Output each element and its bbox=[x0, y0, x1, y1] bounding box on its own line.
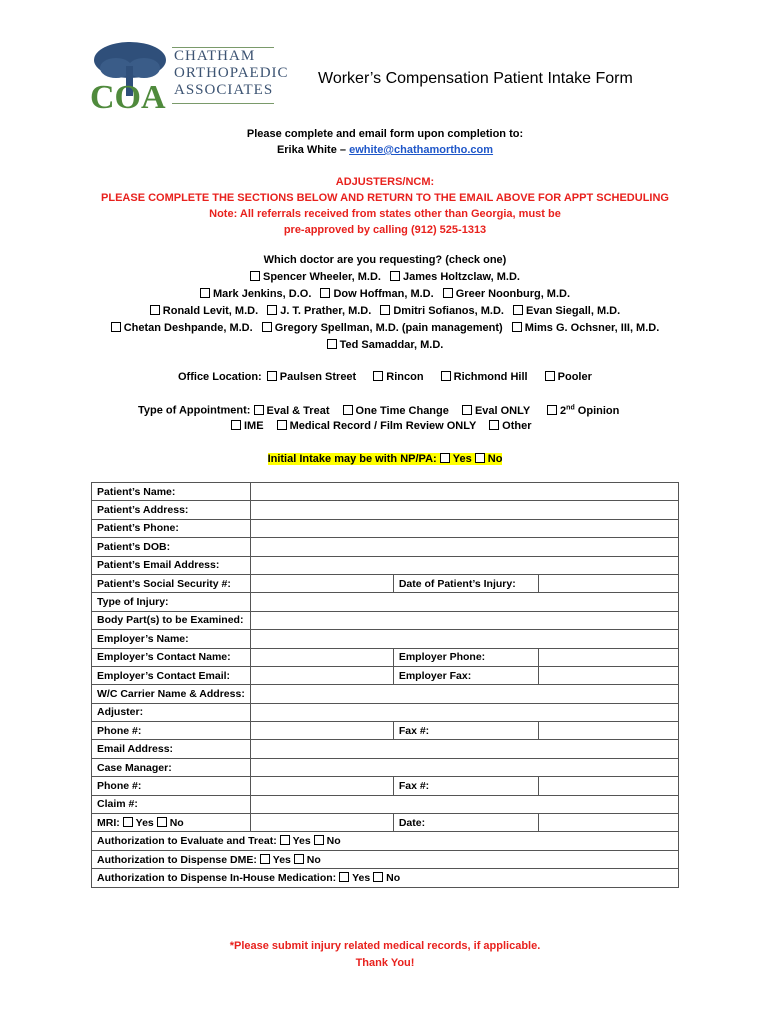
patient-email-input[interactable] bbox=[250, 556, 678, 574]
checkbox[interactable] bbox=[267, 305, 277, 315]
initial-intake: Initial Intake may be with NP/PA: Yes No bbox=[267, 453, 503, 465]
appointment-option[interactable]: One Time Change bbox=[343, 405, 449, 417]
employer-name-input[interactable] bbox=[250, 630, 678, 648]
appointment-option[interactable]: 2nd Opinion bbox=[547, 405, 619, 417]
doctor-option[interactable]: J. T. Prather, M.D. bbox=[267, 305, 371, 317]
field-label: Employer’s Name: bbox=[92, 630, 251, 648]
checkbox[interactable] bbox=[200, 288, 210, 298]
field-label: Email Address: bbox=[92, 740, 251, 758]
appointment-option[interactable]: Other bbox=[489, 420, 531, 432]
checkbox[interactable] bbox=[150, 305, 160, 315]
table-row bbox=[92, 611, 679, 629]
checkbox[interactable] bbox=[277, 420, 287, 430]
adjusters-line-3: pre-approved by calling (912) 525-1313 bbox=[283, 224, 487, 236]
field-label: Case Manager: bbox=[92, 758, 251, 776]
patient-name-input[interactable] bbox=[250, 483, 678, 501]
table-row bbox=[92, 648, 679, 666]
field-label: Phone #: bbox=[92, 777, 251, 795]
table-row bbox=[92, 814, 679, 832]
doctor-option[interactable]: Mark Jenkins, D.O. bbox=[200, 288, 311, 300]
field-label: W/C Carrier Name & Address: bbox=[92, 685, 251, 703]
office-option[interactable]: Pooler bbox=[545, 371, 592, 383]
office-option[interactable]: Richmond Hill bbox=[441, 371, 528, 383]
doctor-option[interactable]: Evan Siegall, M.D. bbox=[513, 305, 620, 317]
doctor-option[interactable]: Ronald Levit, M.D. bbox=[150, 305, 258, 317]
injury-type-input[interactable] bbox=[250, 593, 678, 611]
adjuster-input[interactable] bbox=[250, 703, 678, 721]
company-logo bbox=[86, 38, 289, 114]
field-label: Date: bbox=[393, 814, 538, 832]
doctor-option[interactable]: Ted Samaddar, M.D. bbox=[327, 339, 444, 351]
table-row bbox=[92, 519, 679, 537]
doctor-option[interactable]: Mims G. Ochsner, III, M.D. bbox=[512, 322, 659, 334]
field-label: Patient’s Email Address: bbox=[92, 556, 251, 574]
table-row bbox=[92, 501, 679, 519]
field-label: Phone #: bbox=[92, 722, 251, 740]
checkbox[interactable] bbox=[320, 288, 330, 298]
checkbox[interactable] bbox=[462, 405, 472, 415]
checkbox[interactable] bbox=[267, 371, 277, 381]
table-row bbox=[92, 483, 679, 501]
case-manager-fax-input[interactable] bbox=[538, 777, 678, 795]
patient-phone-input[interactable] bbox=[250, 519, 678, 537]
mri-date-input[interactable] bbox=[538, 814, 678, 832]
doctor-row-1 bbox=[0, 271, 770, 283]
checkbox[interactable] bbox=[339, 872, 349, 882]
table-row bbox=[92, 666, 679, 684]
table-row bbox=[92, 850, 679, 868]
doctor-option[interactable]: Greer Noonburg, M.D. bbox=[443, 288, 570, 300]
contact-email-link[interactable]: ewhite@chathamortho.com bbox=[349, 144, 494, 156]
checkbox[interactable] bbox=[280, 835, 290, 845]
case-manager-input[interactable] bbox=[250, 758, 678, 776]
contact-line: Erika White – ewhite@chathamortho.com bbox=[276, 144, 494, 156]
patient-dob-input[interactable] bbox=[250, 538, 678, 556]
field-label: Patient’s Phone: bbox=[92, 519, 251, 537]
adjusters-heading: ADJUSTERS/NCM: bbox=[335, 176, 435, 188]
intake-form-table bbox=[91, 482, 679, 888]
doctor-option[interactable]: Spencer Wheeler, M.D. bbox=[250, 271, 381, 283]
field-label: Body Part(s) to be Examined: bbox=[92, 611, 251, 629]
appointment-type: Type of Appointment: Eval & Treat One Time Change Eval ONLY 2nd Opinion bbox=[138, 404, 620, 417]
checkbox[interactable] bbox=[250, 271, 260, 281]
doctor-row-4 bbox=[0, 322, 770, 334]
appointment-type-row-2 bbox=[231, 420, 531, 432]
checkbox[interactable] bbox=[545, 371, 555, 381]
footer-note: *Please submit injury related medical records, if applicable. bbox=[229, 940, 541, 952]
checkbox[interactable] bbox=[547, 405, 557, 415]
checkbox[interactable] bbox=[314, 835, 324, 845]
carrier-input[interactable] bbox=[250, 685, 678, 703]
appointment-option[interactable]: Eval & Treat bbox=[254, 405, 330, 417]
mri-field: MRI: Yes No bbox=[92, 814, 251, 832]
doctor-row-2 bbox=[0, 288, 770, 300]
adjusters-line-2: Note: All referrals received from states other than Georgia, must be bbox=[209, 208, 561, 220]
field-label: Patient’s Social Security #: bbox=[92, 574, 251, 592]
checkbox[interactable] bbox=[262, 322, 272, 332]
checkbox[interactable] bbox=[441, 371, 451, 381]
svg-text:COA: COA bbox=[90, 79, 166, 114]
checkbox[interactable] bbox=[343, 405, 353, 415]
field-label: Adjuster: bbox=[92, 703, 251, 721]
table-row bbox=[92, 869, 679, 887]
table-row bbox=[92, 722, 679, 740]
checkbox[interactable] bbox=[489, 420, 499, 430]
field-label: Patient’s Name: bbox=[92, 483, 251, 501]
logo-wordmark: CHATHAM ORTHOPAEDIC ASSOCIATES bbox=[174, 48, 289, 98]
checkbox[interactable] bbox=[390, 271, 400, 281]
mri-input[interactable] bbox=[250, 814, 393, 832]
table-row bbox=[92, 832, 679, 850]
table-row bbox=[92, 740, 679, 758]
table-row bbox=[92, 795, 679, 813]
instructions-line: Please complete and email form upon completion to: bbox=[246, 128, 524, 140]
employer-phone-input[interactable] bbox=[538, 648, 678, 666]
table-row bbox=[92, 574, 679, 592]
auth-medication-field: Authorization to Dispense In-House Medication: Yes No bbox=[92, 869, 679, 887]
adjuster-phone-input[interactable] bbox=[250, 722, 393, 740]
checkbox[interactable] bbox=[512, 322, 522, 332]
table-row bbox=[92, 685, 679, 703]
field-label: Type of Injury: bbox=[92, 593, 251, 611]
appointment-option[interactable]: Medical Record / Film Review ONLY bbox=[277, 420, 476, 432]
field-label: Employer Fax: bbox=[393, 666, 538, 684]
checkbox[interactable] bbox=[440, 453, 450, 463]
office-option[interactable]: Paulsen Street bbox=[267, 371, 356, 383]
footer-thanks: Thank You! bbox=[355, 957, 415, 969]
field-label: Fax #: bbox=[393, 722, 538, 740]
form-title: Worker’s Compensation Patient Intake Form bbox=[318, 70, 633, 87]
injury-date-input[interactable] bbox=[538, 574, 678, 592]
checkbox[interactable] bbox=[475, 453, 485, 463]
checkbox[interactable] bbox=[373, 872, 383, 882]
office-location: Office Location: Paulsen Street Rincon Richmond Hill Pooler bbox=[178, 371, 592, 383]
table-row bbox=[92, 538, 679, 556]
checkbox[interactable] bbox=[231, 420, 241, 430]
appointment-option[interactable]: IME bbox=[231, 420, 264, 432]
employer-fax-input[interactable] bbox=[538, 666, 678, 684]
adjusters-line-1: PLEASE COMPLETE THE SECTIONS BELOW AND RETURN TO THE EMAIL ABOVE FOR APPT SCHEDULING bbox=[101, 192, 669, 204]
patient-ssn-input[interactable] bbox=[250, 574, 393, 592]
checkbox[interactable] bbox=[111, 322, 121, 332]
checkbox[interactable] bbox=[254, 405, 264, 415]
appointment-option[interactable]: Eval ONLY bbox=[462, 405, 530, 417]
field-label: Employer’s Contact Name: bbox=[92, 648, 251, 666]
checkbox[interactable] bbox=[157, 817, 167, 827]
doctor-option[interactable]: Gregory Spellman, M.D. (pain management) bbox=[262, 322, 503, 334]
checkbox[interactable] bbox=[294, 854, 304, 864]
doctor-row-5 bbox=[0, 339, 770, 351]
doctor-row-3 bbox=[0, 305, 770, 317]
field-label: Fax #: bbox=[393, 777, 538, 795]
claim-input[interactable] bbox=[250, 795, 678, 813]
employer-contact-email-input[interactable] bbox=[250, 666, 393, 684]
field-label: Employer’s Contact Email: bbox=[92, 666, 251, 684]
checkbox[interactable] bbox=[327, 339, 337, 349]
field-label: Claim #: bbox=[92, 795, 251, 813]
checkbox[interactable] bbox=[123, 817, 133, 827]
checkbox[interactable] bbox=[380, 305, 390, 315]
adjuster-fax-input[interactable] bbox=[538, 722, 678, 740]
doctor-option[interactable]: Chetan Deshpande, M.D. bbox=[111, 322, 253, 334]
table-row bbox=[92, 556, 679, 574]
field-label: Patient’s DOB: bbox=[92, 538, 251, 556]
patient-address-input[interactable] bbox=[250, 501, 678, 519]
tree-logo-icon bbox=[86, 38, 172, 114]
office-option[interactable]: Rincon bbox=[373, 371, 423, 383]
employer-contact-name-input[interactable] bbox=[250, 648, 393, 666]
checkbox[interactable] bbox=[373, 371, 383, 381]
field-label: Date of Patient’s Injury: bbox=[393, 574, 538, 592]
table-row bbox=[92, 777, 679, 795]
checkbox[interactable] bbox=[513, 305, 523, 315]
field-label: Employer Phone: bbox=[393, 648, 538, 666]
doctor-option[interactable]: James Holtzclaw, M.D. bbox=[390, 271, 520, 283]
table-row bbox=[92, 758, 679, 776]
table-row bbox=[92, 630, 679, 648]
doctor-option[interactable]: Dmitri Sofianos, M.D. bbox=[380, 305, 504, 317]
auth-evaluate-field: Authorization to Evaluate and Treat: Yes No bbox=[92, 832, 679, 850]
doctor-question: Which doctor are you requesting? (check one) bbox=[263, 254, 507, 266]
body-parts-input[interactable] bbox=[250, 611, 678, 629]
field-label: Patient’s Address: bbox=[92, 501, 251, 519]
doctor-option[interactable]: Dow Hoffman, M.D. bbox=[320, 288, 433, 300]
auth-dme-field: Authorization to Dispense DME: Yes No bbox=[92, 850, 679, 868]
table-row bbox=[92, 593, 679, 611]
checkbox[interactable] bbox=[443, 288, 453, 298]
adjuster-email-input[interactable] bbox=[250, 740, 678, 758]
checkbox[interactable] bbox=[260, 854, 270, 864]
case-manager-phone-input[interactable] bbox=[250, 777, 393, 795]
table-row bbox=[92, 703, 679, 721]
